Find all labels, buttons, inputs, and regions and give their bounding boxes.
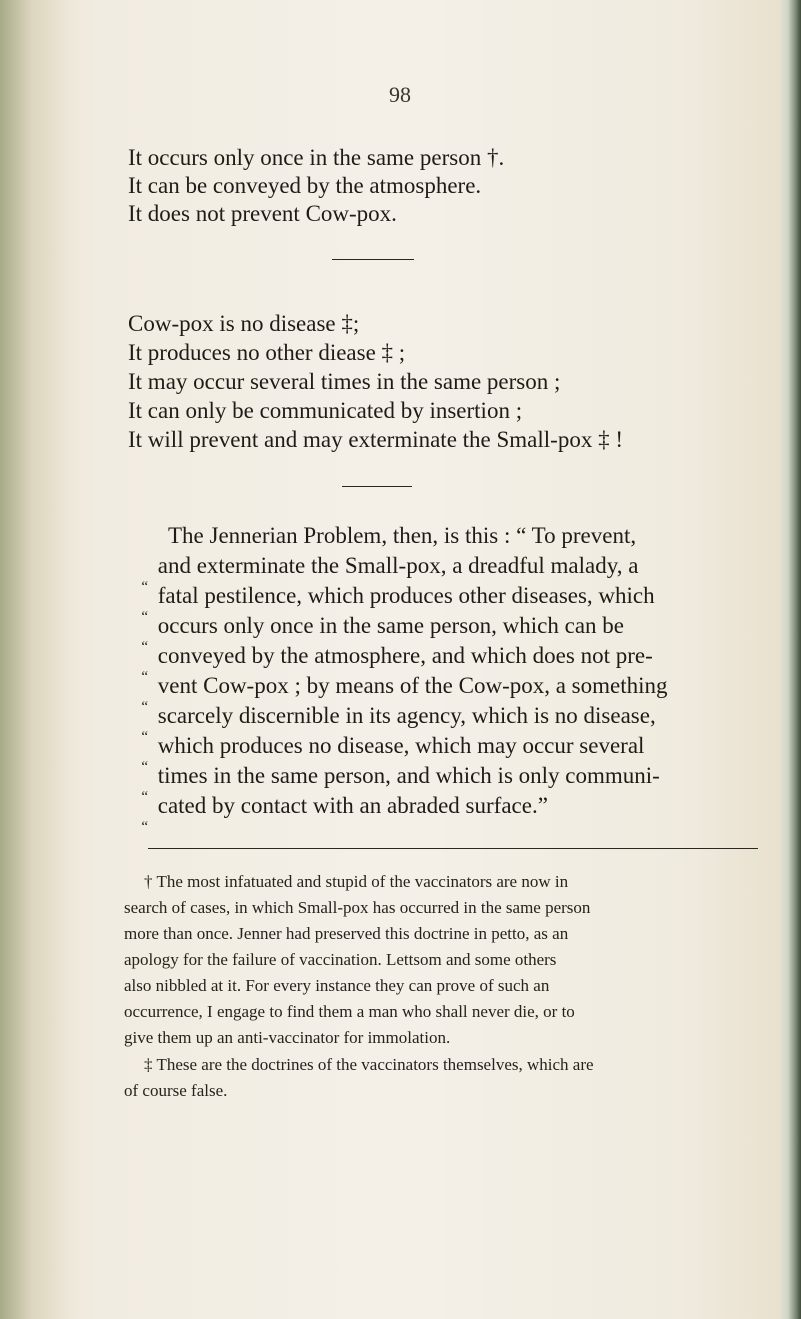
problem-text: conveyed by the atmosphere, and which does not pre- [157,643,653,668]
quote-mark: “ [141,609,148,625]
footnote-line: occurrence, I engage to find them a man who shall never die, or to [124,1002,575,1021]
problem-text: fatal pestilence, which produces other diseases, which [157,583,655,608]
quote-mark: “ [141,759,148,775]
section-divider [332,259,414,260]
statement-line: It can be conveyed by the atmosphere. [128,173,482,198]
quote-mark: “ [141,699,148,715]
problem-line [141,732,645,775]
problem-line [141,762,660,805]
problem-line [168,522,636,550]
quote-mark: “ [141,789,148,805]
problem-text: The Jennerian Problem, then, is this : “ To prevent, [168,523,637,548]
page-number: 98 [389,82,411,107]
page-edge [779,0,801,1319]
footnote-line: ‡ These are the doctrines of the vaccinators themselves, which are [144,1055,594,1074]
footnote-divider [148,848,758,849]
problem-line [141,642,653,685]
statement-line: It produces no other diease ‡ ; [128,340,406,365]
footnote-line: also nibbled at it. For every instance they can prove of such an [124,976,550,995]
statement-line: It can only be communicated by insertion ; [128,398,523,423]
quote-mark: “ [141,669,148,685]
statement-line: It occurs only once in the same person †. [128,145,505,170]
statement-line: It may occur several times in the same person ; [128,369,561,394]
problem-line [141,792,548,835]
problem-line [141,612,624,655]
footnote-line: more than once. Jenner had preserved this doctrine in petto, as an [124,924,569,943]
problem-text: which produces no disease, which may occur several [157,733,645,758]
problem-line [141,672,668,715]
footnote-line: of course false. [124,1081,228,1100]
problem-text: cated by contact with an abraded surface.” [157,793,548,818]
statement-line: It does not prevent Cow-pox. [128,201,397,226]
statement-line: Cow-pox is no disease ‡; [128,311,360,336]
problem-text: occurs only once in the same person, which can be [157,613,624,638]
problem-line [141,702,656,745]
problem-line [141,552,639,595]
footnote-line: apology for the failure of vaccination. Lettsom and some others [124,950,557,969]
footnote-line: give them up an anti-vaccinator for immolation. [124,1028,451,1047]
gutter-shadow [0,0,70,1319]
problem-text: times in the same person, and which is only communi- [157,763,660,788]
footnote-line: † The most infatuated and stupid of the vaccinators are now in [144,872,569,891]
problem-text: vent Cow-pox ; by means of the Cow-pox, a something [157,673,668,698]
footnote-line: search of cases, in which Small-pox has occurred in the same person [124,898,591,917]
section-divider [342,486,412,487]
quote-mark: “ [141,819,148,835]
quote-mark: “ [141,729,148,745]
quote-mark: “ [141,579,148,595]
problem-line [141,582,655,625]
problem-text: scarcely discernible in its agency, which is no disease, [157,703,656,728]
quote-mark: “ [141,639,148,655]
problem-text: and exterminate the Small-pox, a dreadful malady, a [157,553,639,578]
statement-line: It will prevent and may exterminate the Small-pox ‡ ! [128,427,623,452]
